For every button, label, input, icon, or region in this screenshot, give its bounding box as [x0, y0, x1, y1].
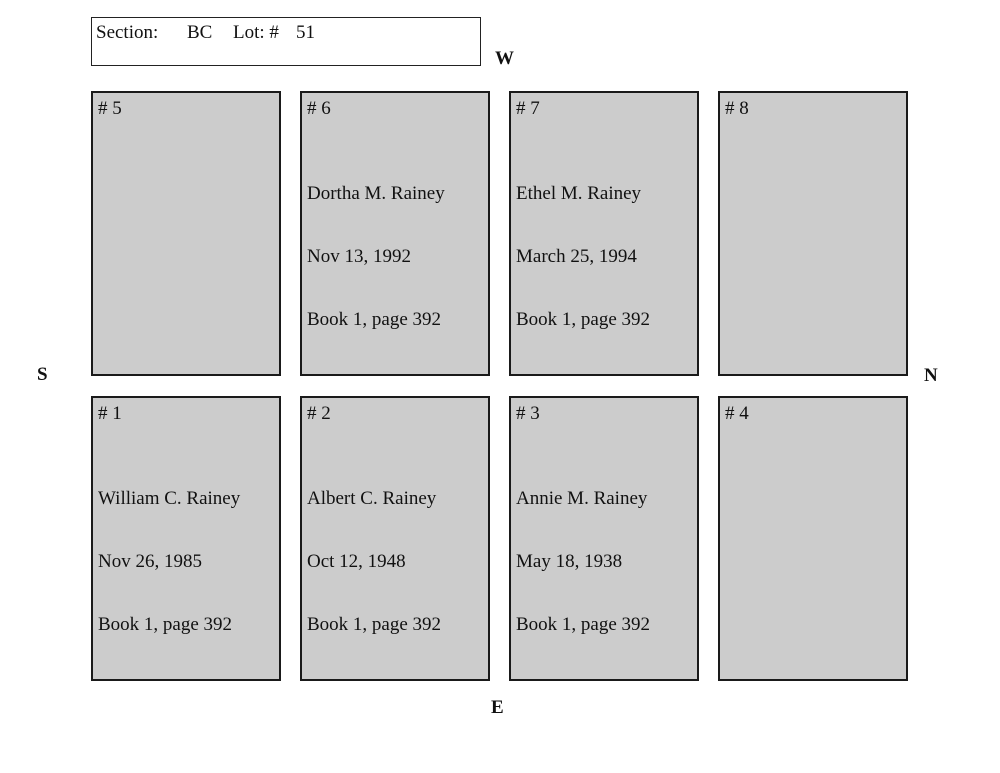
section-label: Section:	[96, 22, 159, 43]
plot-number: # 7	[516, 98, 540, 119]
section-value: BC	[187, 22, 213, 43]
plot-number: # 8	[725, 98, 749, 119]
plot-3	[509, 396, 699, 681]
compass-south: S	[37, 364, 48, 385]
plot-record: Book 1, page 392	[307, 309, 442, 330]
plot-number: # 5	[98, 98, 122, 119]
plot-number: # 1	[98, 403, 122, 424]
plot-5	[91, 91, 281, 376]
plot-name: Annie M. Rainey	[516, 488, 648, 509]
plot-number: # 3	[516, 403, 540, 424]
lot-value: 51	[296, 22, 315, 43]
plot-record: Book 1, page 392	[307, 614, 442, 635]
compass-north: N	[924, 365, 938, 386]
lot-label: Lot: #	[233, 22, 279, 43]
compass-east: E	[491, 697, 504, 718]
plot-date: Nov 26, 1985	[98, 551, 202, 572]
plot-number: # 6	[307, 98, 331, 119]
plot-record: Book 1, page 392	[516, 614, 651, 635]
plot-number: # 2	[307, 403, 331, 424]
plot-7	[509, 91, 699, 376]
plot-8	[718, 91, 908, 376]
plot-date: May 18, 1938	[516, 551, 623, 572]
section-lot-header	[91, 17, 481, 66]
plot-name: William C. Rainey	[98, 488, 241, 509]
plot-date: Nov 13, 1992	[307, 246, 411, 267]
plot-date: March 25, 1994	[516, 246, 637, 267]
plot-6	[300, 91, 490, 376]
plot-record: Book 1, page 392	[98, 614, 233, 635]
compass-west: W	[495, 48, 514, 69]
plot-record: Book 1, page 392	[516, 309, 651, 330]
plot-2	[300, 396, 490, 681]
plot-1	[91, 396, 281, 681]
plot-date: Oct 12, 1948	[307, 551, 406, 572]
plot-name: Albert C. Rainey	[307, 488, 437, 509]
plot-name: Dortha M. Rainey	[307, 183, 445, 204]
plot-number: # 4	[725, 403, 749, 424]
plot-4	[718, 396, 908, 681]
plot-name: Ethel M. Rainey	[516, 183, 642, 204]
